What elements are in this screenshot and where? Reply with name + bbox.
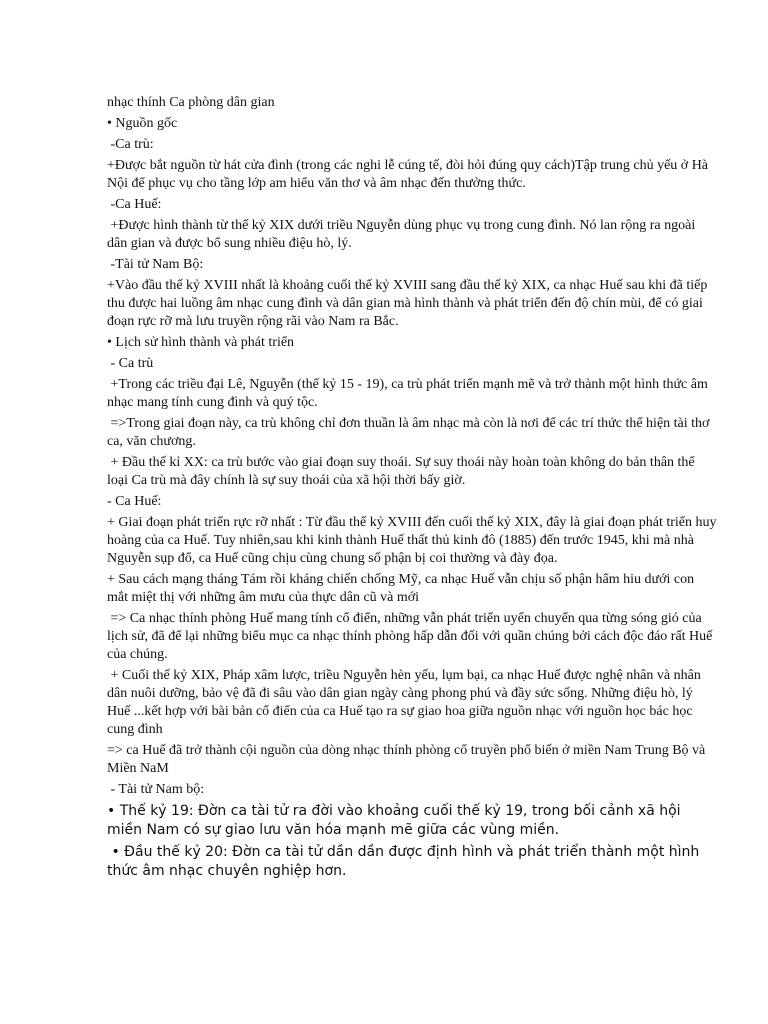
subheading-tai-tu-history: - Tài tử Nam bộ:	[107, 782, 205, 797]
bullet-20th-century: • Đầu thế kỷ 20: Đờn ca tài tử dần dần được định hình và phát triển thành một hình thức âm nhạc chuyên nghiệp hơn.	[107, 844, 704, 879]
subheading-ca-hue-history: - Ca Huế:	[107, 494, 162, 509]
subheading-ca-tru-history: - Ca trù	[107, 356, 154, 371]
paragraph-title: nhạc thính Ca phòng dân gian	[107, 95, 275, 110]
bullet-heading-origin: • Nguồn gốc	[107, 116, 178, 131]
paragraph-ca-hue-golden-age: + Giai đoạn phát triển rực rỡ nhất : Từ đầu thế kỷ XVIII đến cuối thế kỷ XIX, đây là giai đoạn phát triển huy hoàng của ca Huế. Tuy nhiên,sau khi kinh thành Huế thất thủ kinh đô (1885) đến trước 1945, khi mà nhà Nguyễn sụp đổ, ca Huế cũng chịu cùng chung số phận bị coi thường và đày đọa.	[107, 515, 720, 566]
subheading-ca-hue: -Ca Huế:	[107, 197, 162, 212]
paragraph-ca-tru-dynasties: +Trong các triều đại Lê, Nguyễn (thế kỷ 15 - 19), ca trù phát triển mạnh mẽ và trở thành một hình thức âm nhạc mang tính cung đình và quý tộc.	[107, 377, 712, 410]
bullet-heading-history: • Lịch sử hình thành và phát triển	[107, 335, 295, 350]
paragraph-ca-hue-conclusion: => Ca nhạc thính phòng Huế mang tính cổ điển, những vẫn phát triển uyển chuyển qua từng sóng gió của lịch sử, đã để lại những biểu mục ca nhạc thính phòng hấp dẫn đối với quần chúng bởi cách độc đáo rất Huế của chúng.	[107, 611, 716, 662]
paragraph-ca-tru-decline: + Đầu thế kỉ XX: ca trù bước vào giai đoạn suy thoái. Sự suy thoái này hoàn toàn không do bản thân thể loại Ca trù mà đây chính là sự suy thoái của xã hội thời bấy giờ.	[107, 455, 699, 488]
paragraph-ca-tru-conclusion: =>Trong giai đoạn này, ca trù không chỉ đơn thuần là âm nhạc mà còn là nơi để các trí thức thể hiện tài thơ ca, văn chương.	[107, 416, 713, 449]
paragraph-ca-hue-origin: +Được hình thành từ thế kỷ XIX dưới triều Nguyễn dùng phục vụ trong cung đình. Nó lan rộng ra ngoài dân gian và được bổ sung nhiều điệu hò, lý.	[107, 218, 699, 251]
paragraph-ca-hue-root: => ca Huế đã trở thành cội nguồn của dòng nhạc thính phòng cổ truyền phổ biến ở miền Nam Trung Bộ và Miền NaM	[107, 743, 709, 776]
paragraph-ca-hue-late-19th: + Cuối thế kỷ XIX, Pháp xâm lược, triều Nguyễn hèn yếu, lụm bại, ca nhạc Huế được nghệ nhân và nhân dân nuôi dưỡng, bảo vệ đã đi sâu vào dân gian ngày càng phong phú và đầy sức sống. Những điệu hò, lý Huế ...kết hợp với bài bản cổ điển của ca Huế tạo ra sự giao hoa giữa nguồn nhạc với nguồn học bác học cung đình	[107, 668, 705, 737]
bullet-19th-century: • Thế kỷ 19: Đờn ca tài tử ra đời vào khoảng cuối thế kỷ 19, trong bối cảnh xã hội miền Nam có sự giao lưu văn hóa mạnh mẽ giữa các vùng miền.	[107, 803, 686, 838]
document-page	[107, 94, 720, 884]
subheading-tai-tu: -Tài tử Nam Bộ:	[107, 257, 204, 272]
paragraph-ca-tru-origin: +Được bắt nguồn từ hát cửa đình (trong các nghi lễ cúng tế, đòi hỏi đúng quy cách)Tập trung chủ yếu ở Hà Nội để phục vụ cho tầng lớp am hiểu văn thơ và âm nhạc đến thưởng thức.	[107, 158, 712, 191]
paragraph-ca-hue-after-revolution: + Sau cách mạng tháng Tám rồi kháng chiến chống Mỹ, ca nhạc Huế vẫn chịu số phận hẩm hiu dưới con mắt miệt thị với những âm mưu của thực dân cũ và mới	[107, 572, 698, 605]
paragraph-tai-tu-origin: +Vào đầu thế kỷ XVIII nhất là khoảng cuối thế kỷ XVIII sang đầu thế kỷ XIX, ca nhạc Huế sau khi đã tiếp thu được hai luồng âm nhạc cung đình và dân gian mà hình thành và phát triển đến độ chín mùi, để có giai đoạn rực rỡ mà lưu truyền rộng rãi vào Nam ra Bắc.	[107, 278, 711, 329]
subheading-ca-tru: -Ca trù:	[107, 137, 154, 152]
